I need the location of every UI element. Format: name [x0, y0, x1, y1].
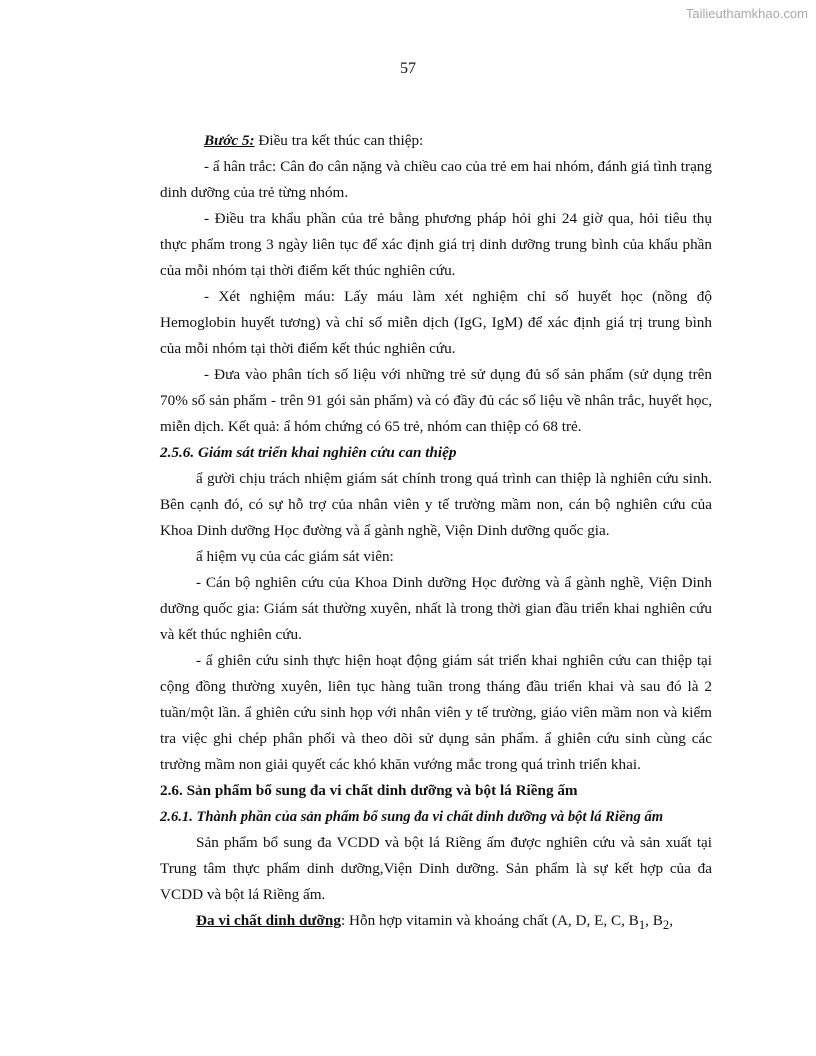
micronutrient-text: : Hỗn hợp vitamin và khoáng chất (A, D, E, C, B [340, 912, 639, 929]
section-2-5-6-para: - ẩ ghiên cứu sinh thực hiện hoạt động giám sát triển khai nghiên cứu can thiệp tại cộng đồng thường xuyên, liên tục hàng tuần trong tháng đầu triển khai và sau đó là 2 tuần/một lần. ẩ ghiên cứu sinh họp với nhân viên y tế trường, giáo viên mầm non và kiểm tra việc ghi chép phân phối và theo dõi sử dụng sản phẩm. ẩ ghiên cứu sinh cùng các trường mầm non giải quyết các khó khăn vướng mắc trong quá trình triển khai. [160, 652, 712, 773]
step5-label: Bước 5: [204, 132, 255, 149]
step5-title-text: Điều tra kết thúc can thiệp: [254, 132, 424, 149]
section-2-6-1-last-para [160, 908, 712, 938]
separator: , B [645, 912, 663, 929]
step5-title [160, 128, 712, 154]
step5-item-blood-test: - Xét nghiệm máu: Lấy máu làm xét nghiệm chỉ số huyết học (nồng độ Hemoglobin huyết tương) và chỉ số miễn dịch (IgG, IgM) để xác định giá trị trung bình của mỗi nhóm tại thời điểm kết thúc nghiên cứu. [160, 288, 712, 357]
section-2-6-1-heading: 2.6.1. Thành phần của sản phẩm bổ sung đa vi chất dinh dưỡng và bột lá Riềng ấm [160, 809, 664, 825]
section-2-5-6-para: ẩ gười chịu trách nhiệm giám sát chính trong quá trình can thiệp là nghiên cứu sinh. Bên cạnh đó, có sự hỗ trợ của nhân viên y tế trường mầm non, cán bộ nghiên cứu của Khoa Dinh dưỡng Học đường và ẩ gành nghề, Viện Dinh dưỡng quốc gia. [160, 470, 712, 539]
tail: , [669, 912, 673, 929]
section-2-6-1-para: Sản phẩm bổ sung đa VCDD và bột lá Riềng ấm được nghiên cứu và sản xuất tại Trung tâm thực phẩm dinh dưỡng,Viện Dinh dưỡng. Sản phẩm là sự kết hợp của đa VCDD và bột lá Riềng ấm. [160, 834, 712, 903]
section-2-6-heading: 2.6. Sản phẩm bổ sung đa vi chất dinh dưỡng và bột lá Riềng ấm [160, 782, 578, 799]
section-2-5-6-para: ẩ hiệm vụ của các giám sát viên: [196, 548, 394, 565]
watermark: Tailieuthamkhao.com [685, 6, 808, 21]
micronutrient-label: Đa vi chất dinh dưỡng [196, 912, 341, 929]
subscript-2: 2 [662, 918, 670, 933]
document-body [160, 128, 712, 938]
step5-item-anthropometry: - ẩ hân trắc: Cân đo cân nặng và chiều cao của trẻ em hai nhóm, đánh giá tình trạng dinh dưỡng của trẻ từng nhóm. [160, 158, 712, 201]
page-number: 57 [400, 60, 416, 77]
step5-item-diet: - Điều tra khẩu phần của trẻ bằng phương pháp hỏi ghi 24 giờ qua, hỏi tiêu thụ thực phẩm trong 3 ngày liên tục để xác định giá trị dinh dưỡng trung bình của khẩu phần của mỗi nhóm tại thời điểm kết thúc nghiên cứu. [160, 210, 712, 279]
section-2-5-6-heading: 2.5.6. Giám sát triển khai nghiên cứu can thiệp [160, 444, 457, 461]
subscript-1: 1 [638, 918, 646, 933]
step5-item-analysis: - Đưa vào phân tích số liệu với những trẻ sử dụng đủ số sản phẩm (sử dụng trên 70% số sản phẩm - trên 91 gói sản phẩm) và có đầy đủ các số liệu về nhân trắc, huyết học, miễn dịch. Kết quả: ẩ hóm chứng có 65 trẻ, nhóm can thiệp có 68 trẻ. [160, 366, 712, 435]
section-2-5-6-para: - Cán bộ nghiên cứu của Khoa Dinh dưỡng Học đường và ẩ gành nghề, Viện Dinh dưỡng quốc gia: Giám sát thường xuyên, nhất là trong thời gian đầu triển khai nghiên cứu và kết thúc nghiên cứu. [160, 574, 712, 643]
